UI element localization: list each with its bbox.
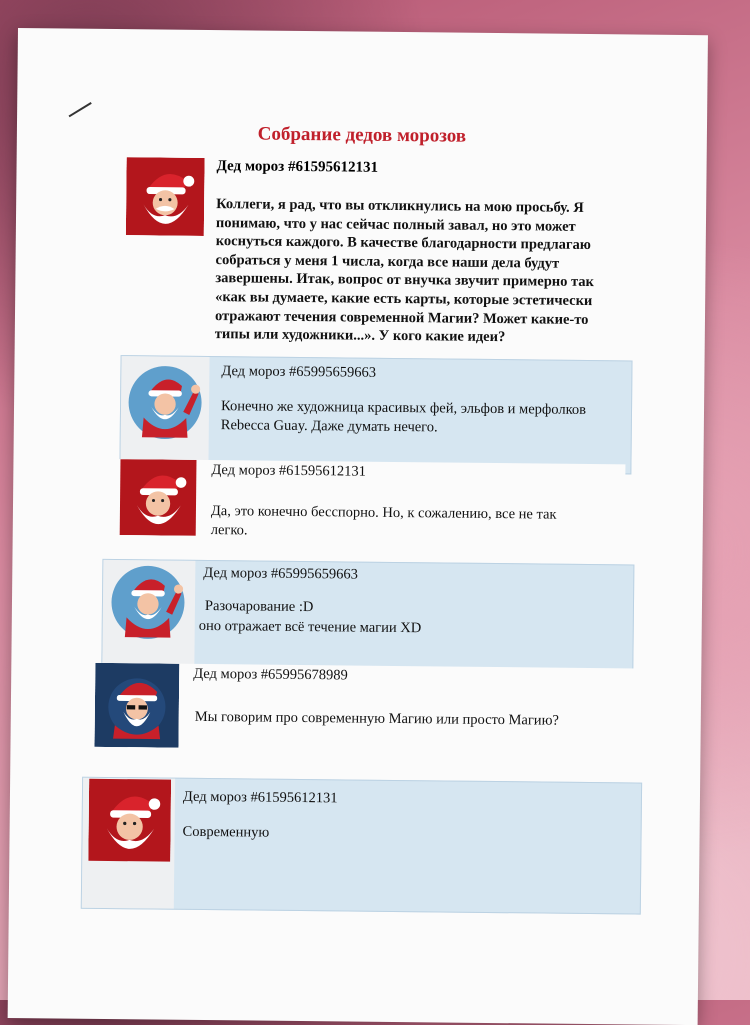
message-bubble [101, 559, 634, 677]
santa-waving-icon [127, 364, 204, 441]
message-bubble [90, 663, 651, 757]
message-bubble [81, 777, 642, 915]
pen-mark [69, 102, 92, 117]
page-title: Собрание дедов морозов [257, 123, 467, 147]
printed-page [8, 28, 708, 1025]
message-author: Дед мороз #65995678989 [193, 665, 348, 684]
santa-red-icon [126, 157, 205, 236]
message-author: Дед мороз #61595612131 [216, 158, 379, 176]
message-author: Дед мороз #61595612131 [211, 462, 367, 480]
message-line: оно отражает всё течение магии XD [198, 617, 422, 637]
santa-red-icon [88, 778, 171, 863]
message-author: Дед мороз #61595612131 [182, 788, 338, 807]
santa-sunglasses-icon [94, 663, 179, 748]
message-text: Конечно же художница красивых фей, эльфов и мерфолков Rebecca Guay. Даже думать нечего. [220, 398, 587, 436]
message-text: Мы говорим про современную Магию или просто Магию? [194, 708, 559, 729]
message-bubble [119, 355, 632, 474]
message-text: Коллеги, я рад, что вы откликнулись на мою просьбу. Я понимаю, что у нас сейчас полный завал, но это может коснуться каждого. В качестве благодарности предлагаю собраться у меня 1 числа, когда все наши дела будут завершены. Итак, вопрос от внучка звучит примерно так «как вы думаете, какие есть карты, которые эстетически отражают течения современной Магии? Может какие-то типы или художники...». У кого какие идеи? [214, 196, 595, 346]
message-author: Дед мороз #65995659663 [221, 363, 377, 381]
message-author: Дед мороз #65995659663 [203, 564, 358, 583]
message-text: Да, это конечно бесспорно. Но, к сожалению, все не так легко. [210, 503, 557, 539]
message-line: Разочарование :D [204, 597, 314, 616]
santa-red-icon [119, 459, 198, 536]
message-bubble [115, 459, 626, 542]
santa-waving-icon [109, 564, 188, 641]
message-text: Современную [182, 823, 270, 841]
